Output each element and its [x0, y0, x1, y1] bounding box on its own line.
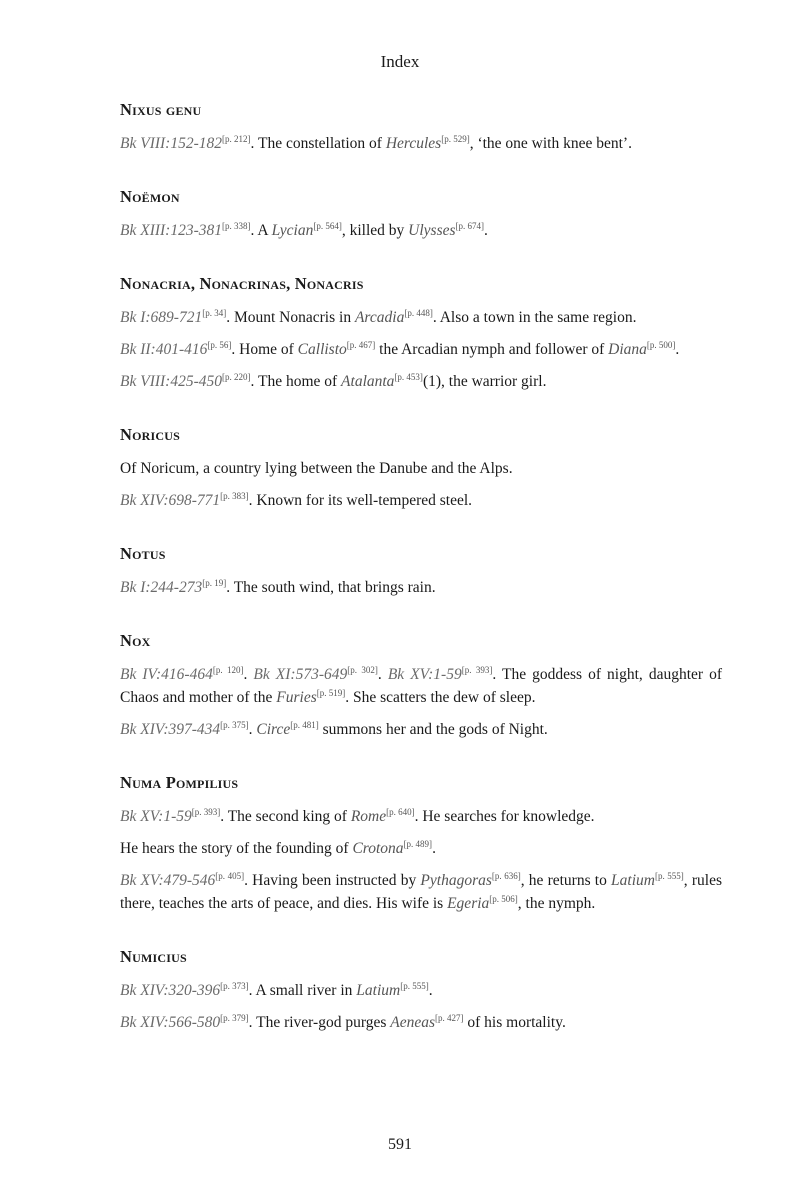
book-reference: Bk XIII:123-381: [120, 222, 222, 239]
entry-paragraph: [120, 219, 722, 242]
text-run: He hears the story of the founding of: [120, 840, 353, 857]
text-run: .: [428, 982, 433, 999]
page-reference[interactable]: [p. 120]: [212, 664, 244, 675]
book-reference: Bk XV:1-59: [120, 808, 192, 825]
text-run: .: [377, 666, 388, 683]
page-reference[interactable]: [p. 338]: [222, 220, 251, 231]
page-reference[interactable]: [p. 302]: [347, 664, 378, 675]
entry-paragraph: [120, 805, 722, 828]
text-run: .: [675, 341, 680, 358]
entry-paragraph: [120, 663, 722, 709]
text-run: . The south wind, that brings rain.: [226, 579, 436, 596]
page-reference[interactable]: [p. 674]: [455, 220, 485, 231]
linked-name[interactable]: Crotona: [352, 840, 404, 857]
text-run: .: [484, 222, 488, 239]
entry-paragraph: [120, 457, 722, 480]
index-entry: [120, 98, 722, 155]
text-run: . A: [250, 222, 272, 239]
linked-name[interactable]: Rome: [350, 808, 387, 825]
text-run: . The goddess of night, daughter of Chaos and mother of the: [120, 666, 723, 706]
book-reference: Bk I:244-273: [120, 579, 203, 596]
book-reference: Bk I:689-721: [120, 309, 203, 326]
index-entry: [120, 771, 722, 915]
page-reference[interactable]: [p. 448]: [404, 307, 433, 318]
page-reference[interactable]: [p. 383]: [220, 490, 249, 501]
text-run: , ‘the one with knee bent’.: [469, 135, 632, 152]
text-run: the Arcadian nymph and follower of: [375, 341, 609, 358]
text-run: summons her and the gods of Night.: [318, 721, 548, 738]
book-reference: Bk XIV:320-396: [120, 982, 221, 999]
linked-name[interactable]: Pythagoras: [420, 872, 492, 889]
linked-name[interactable]: Ulysses: [408, 222, 456, 239]
linked-name[interactable]: Egeria: [447, 895, 490, 912]
book-reference: Bk VIII:425-450: [120, 373, 222, 390]
page-reference[interactable]: [p. 481]: [290, 719, 319, 730]
text-run: . A small river in: [248, 982, 357, 999]
page-reference[interactable]: [p. 506]: [489, 893, 518, 904]
entry-paragraph: [120, 1011, 722, 1034]
page-reference[interactable]: [p. 373]: [220, 980, 249, 991]
page-reference[interactable]: [p. 555]: [400, 980, 429, 991]
page-reference[interactable]: [p. 467]: [346, 339, 376, 350]
entry-title: Numicius: [120, 947, 187, 966]
text-run: . She scatters the dew of sleep.: [345, 689, 536, 706]
page-reference[interactable]: [p. 379]: [220, 1012, 249, 1023]
linked-name[interactable]: Arcadia: [354, 309, 405, 326]
entry-title: Nonacria, Nonacrinas, Nonacris: [120, 274, 364, 293]
linked-name[interactable]: Latium: [611, 872, 655, 889]
index-entry: [120, 423, 722, 512]
page-header: Index: [380, 52, 420, 71]
text-run: . Home of: [231, 341, 298, 358]
entry-paragraph: [120, 979, 722, 1002]
text-run: . Having been instructed by: [244, 872, 421, 889]
text-run: . Mount Nonacris in: [226, 309, 355, 326]
entry-title: Numa Pompilius: [120, 773, 239, 792]
entry-paragraph: [120, 489, 722, 512]
page-number: 591: [388, 1136, 412, 1153]
entry-title: Notus: [120, 544, 166, 563]
page-reference[interactable]: [p. 19]: [202, 577, 227, 588]
text-run: .: [243, 666, 254, 683]
linked-name[interactable]: Lycian: [271, 222, 314, 239]
page-reference[interactable]: [p. 564]: [313, 220, 342, 231]
book-reference: Bk XI:573-649: [253, 666, 348, 683]
text-run: , killed by: [341, 222, 409, 239]
text-run: . The river-god purges: [248, 1014, 391, 1031]
page-reference[interactable]: [p. 375]: [220, 719, 249, 730]
text-run: . Known for its well-tempered steel.: [248, 492, 473, 509]
text-run: .: [432, 840, 436, 857]
entry-paragraph: [120, 306, 722, 329]
text-run: .: [248, 721, 257, 738]
book-reference: Bk XIV:566-580: [120, 1014, 221, 1031]
text-run: of his mortality.: [463, 1014, 566, 1031]
entry-paragraph: [120, 869, 722, 915]
text-run: , rules there, teaches the arts of peace, and dies. His wife is: [120, 872, 722, 912]
page-reference[interactable]: [p. 489]: [403, 838, 433, 849]
entry-title: Nox: [120, 631, 151, 650]
book-reference: Bk IV:416-464: [120, 666, 213, 683]
page-reference[interactable]: [p. 453]: [394, 371, 423, 382]
index-entries: [120, 98, 722, 1064]
page-reference[interactable]: [p. 212]: [222, 133, 251, 144]
page-reference[interactable]: [p. 555]: [654, 870, 684, 881]
index-entry: [120, 945, 722, 1034]
page-reference[interactable]: [p. 529]: [441, 133, 470, 144]
linked-name[interactable]: Circe: [256, 721, 291, 738]
entry-paragraph: [120, 718, 722, 741]
page-reference[interactable]: [p. 640]: [386, 806, 415, 817]
entry-paragraph: [120, 837, 722, 860]
page-reference[interactable]: [p. 636]: [491, 870, 521, 881]
book-reference: Bk XV:479-546: [120, 872, 216, 889]
page-reference[interactable]: [p. 34]: [202, 307, 227, 318]
linked-name[interactable]: Callisto: [297, 341, 347, 358]
book-reference: Bk XIV:397-434: [120, 721, 221, 738]
text-run: . The home of: [250, 373, 342, 390]
text-run: , he returns to: [520, 872, 612, 889]
entry-paragraph: [120, 576, 722, 599]
page-reference[interactable]: [p. 393]: [191, 806, 221, 817]
entry-title: Nixus genu: [120, 100, 202, 119]
text-run: , the nymph.: [517, 895, 596, 912]
text-run: . The second king of: [220, 808, 351, 825]
linked-name[interactable]: Atalanta: [341, 373, 395, 390]
entry-paragraph: [120, 132, 722, 155]
page-reference[interactable]: [p. 220]: [222, 371, 251, 382]
page-reference[interactable]: [p. 405]: [215, 870, 245, 881]
entry-paragraph: [120, 370, 722, 393]
text-run: . Also a town in the same region.: [432, 309, 637, 326]
page-reference[interactable]: [p. 427]: [435, 1012, 464, 1023]
page-reference[interactable]: [p. 393]: [461, 664, 493, 675]
book-reference: Bk XV:1-59: [387, 666, 462, 683]
linked-name[interactable]: Diana: [608, 341, 647, 358]
book-reference: Bk VIII:152-182: [120, 135, 222, 152]
entry-title: Noricus: [120, 425, 180, 444]
entry-title: Noëmon: [120, 187, 180, 206]
page-reference[interactable]: [p. 519]: [316, 687, 346, 698]
page-reference[interactable]: [p. 500]: [646, 339, 676, 350]
linked-name[interactable]: Latium: [356, 982, 401, 999]
linked-name[interactable]: Aeneas: [390, 1014, 436, 1031]
index-entry: [120, 542, 722, 599]
index-entry: [120, 185, 722, 242]
entry-paragraph: [120, 338, 722, 361]
text-run: . He searches for knowledge.: [414, 808, 595, 825]
text-run: . The constellation of: [250, 135, 386, 152]
book-reference: Bk XIV:698-771: [120, 492, 221, 509]
index-entry: [120, 272, 722, 393]
linked-name[interactable]: Furies: [276, 689, 317, 706]
linked-name[interactable]: Hercules: [385, 135, 442, 152]
page-reference[interactable]: [p. 56]: [207, 339, 232, 350]
text-run: Of Noricum, a country lying between the Danube and the Alps.: [120, 460, 513, 477]
index-entry: [120, 629, 722, 741]
book-reference: Bk II:401-416: [120, 341, 208, 358]
text-run: (1), the warrior girl.: [422, 373, 547, 390]
